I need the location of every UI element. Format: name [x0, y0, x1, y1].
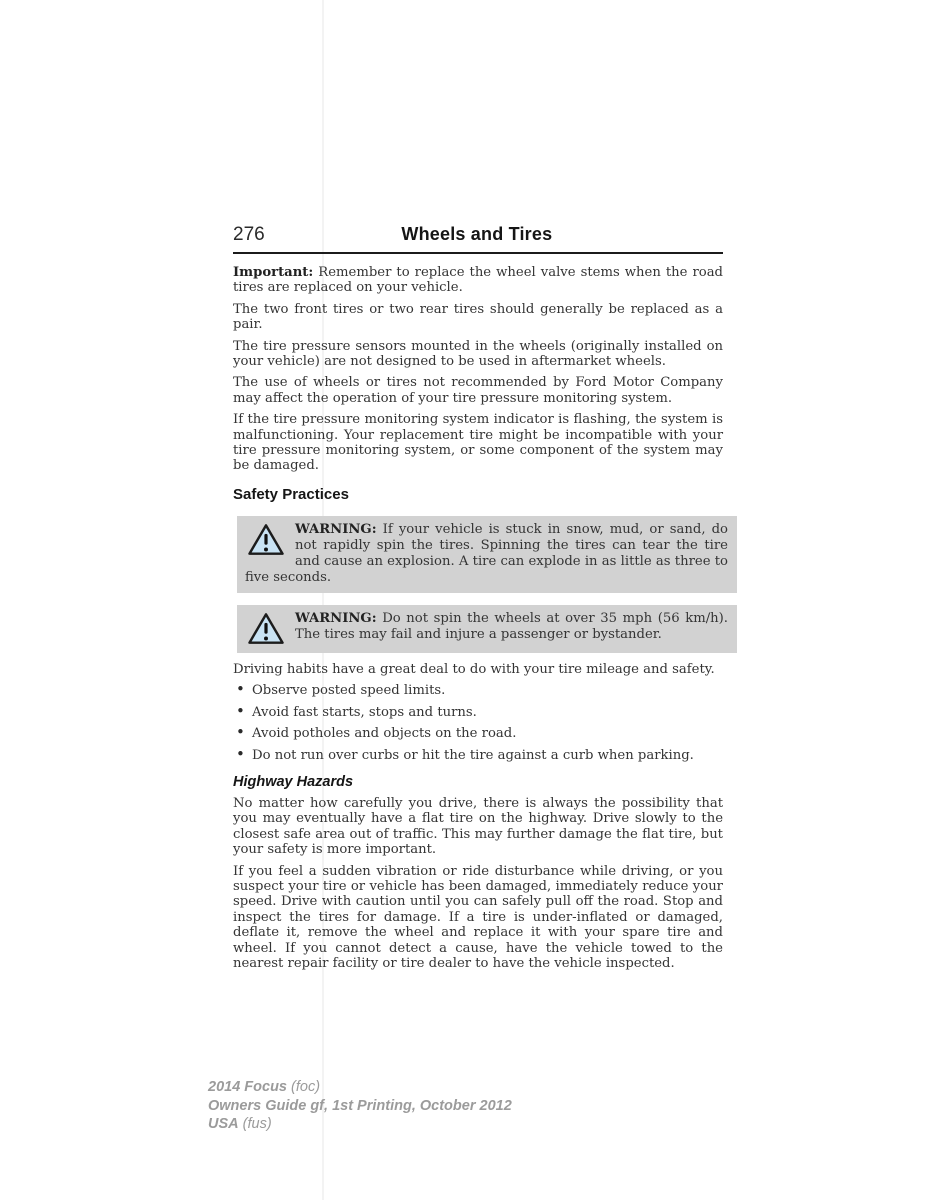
page-number: 276	[233, 224, 265, 245]
imprint-model-code: (foc)	[287, 1079, 321, 1095]
important-paragraph	[233, 265, 723, 296]
list-item: • Observe posted speed limits.	[233, 683, 723, 698]
page-header	[233, 224, 723, 254]
list-item: • Do not run over curbs or hit the tire against a curb when parking.	[233, 748, 723, 763]
paragraph-tire-pressure-sensors: The tire pressure sensors mounted in the wheels (originally installed on your vehicle) are not designed to be used in aftermarket wheels.	[233, 338, 723, 370]
warning-body: If your vehicle is stuck in snow, mud, or sand, do not rapidly spin the tires. Spinning the tires can tear the tire and cause an explosion. A tire can explode in as little as three to five seconds.	[245, 521, 728, 585]
imprint-line-model	[208, 1078, 512, 1097]
highway-hazards-heading: Highway Hazards	[233, 773, 354, 790]
important-text: Remember to replace the wheel valve stems when the road tires are replaced on your vehicle.	[233, 265, 723, 296]
page-title: Wheels and Tires	[401, 224, 553, 244]
list-item: • Avoid fast starts, stops and turns.	[233, 705, 723, 720]
warning-triangle-icon	[247, 612, 285, 646]
paragraph-flat-tire: No matter how carefully you drive, there is always the possibility that you may eventually have a flat tire on the highway. Drive slowly to the closest safe area out of traffic. This may further damage the flat tire, but your safety is more important.	[233, 795, 723, 858]
warning-box-spin-speed	[237, 605, 737, 653]
driving-habits-paragraph: Driving habits have a great deal to do with your tire mileage and safety.	[233, 661, 715, 677]
warning-triangle-icon	[247, 523, 285, 557]
page-content	[233, 224, 728, 971]
warning-box-spinning-tires	[237, 516, 737, 593]
safety-practices-heading: Safety Practices	[233, 485, 349, 503]
driving-tips-list	[233, 683, 723, 763]
imprint-country: USA	[208, 1116, 239, 1132]
print-imprint	[208, 1078, 512, 1134]
paragraph-tpms-flashing: If the tire pressure monitoring system indicator is flashing, the system is malfunctioning. Your replacement tire might be incompatible with your tire pressure monitoring system, or some component of the system may be damaged.	[233, 412, 723, 474]
imprint-line-country	[208, 1115, 512, 1134]
list-item: • Avoid potholes and objects on the road.	[233, 726, 723, 741]
warning-text	[245, 611, 728, 643]
important-label: Important:	[233, 265, 314, 280]
paragraph-wheels-not-recommended: The use of wheels or tires not recommended by Ford Motor Company may affect the operation of your tire pressure monitoring system.	[233, 375, 723, 406]
imprint-country-code: (fus)	[238, 1116, 272, 1132]
imprint-model: 2014 Focus	[208, 1079, 287, 1095]
paragraph-vibration: If you feel a sudden vibration or ride disturbance while driving, or you suspect your tire or vehicle has been damaged, immediately reduce your speed. Drive with caution until you can safely pull off the road. Stop and inspect the tires for damage. If a tire is under-inflated or damaged, deflate it, remove the wheel and replace it with your spare tire and wheel. If you cannot detect a cause, have the vehicle towed to the nearest repair facility or tire dealer to have the vehicle inspected.	[233, 863, 723, 971]
warning-label: WARNING:	[295, 610, 377, 626]
paragraph-front-rear-tires: The two front tires or two rear tires should generally be replaced as a pair.	[233, 301, 723, 333]
warning-text	[245, 522, 728, 586]
warning-body: Do not spin the wheels at over 35 mph (56 km/h). The tires may fail and injure a passenger or bystander.	[295, 610, 728, 642]
imprint-line-guide: Owners Guide gf, 1st Printing, October 2012	[208, 1097, 512, 1114]
warning-label: WARNING:	[295, 521, 377, 537]
